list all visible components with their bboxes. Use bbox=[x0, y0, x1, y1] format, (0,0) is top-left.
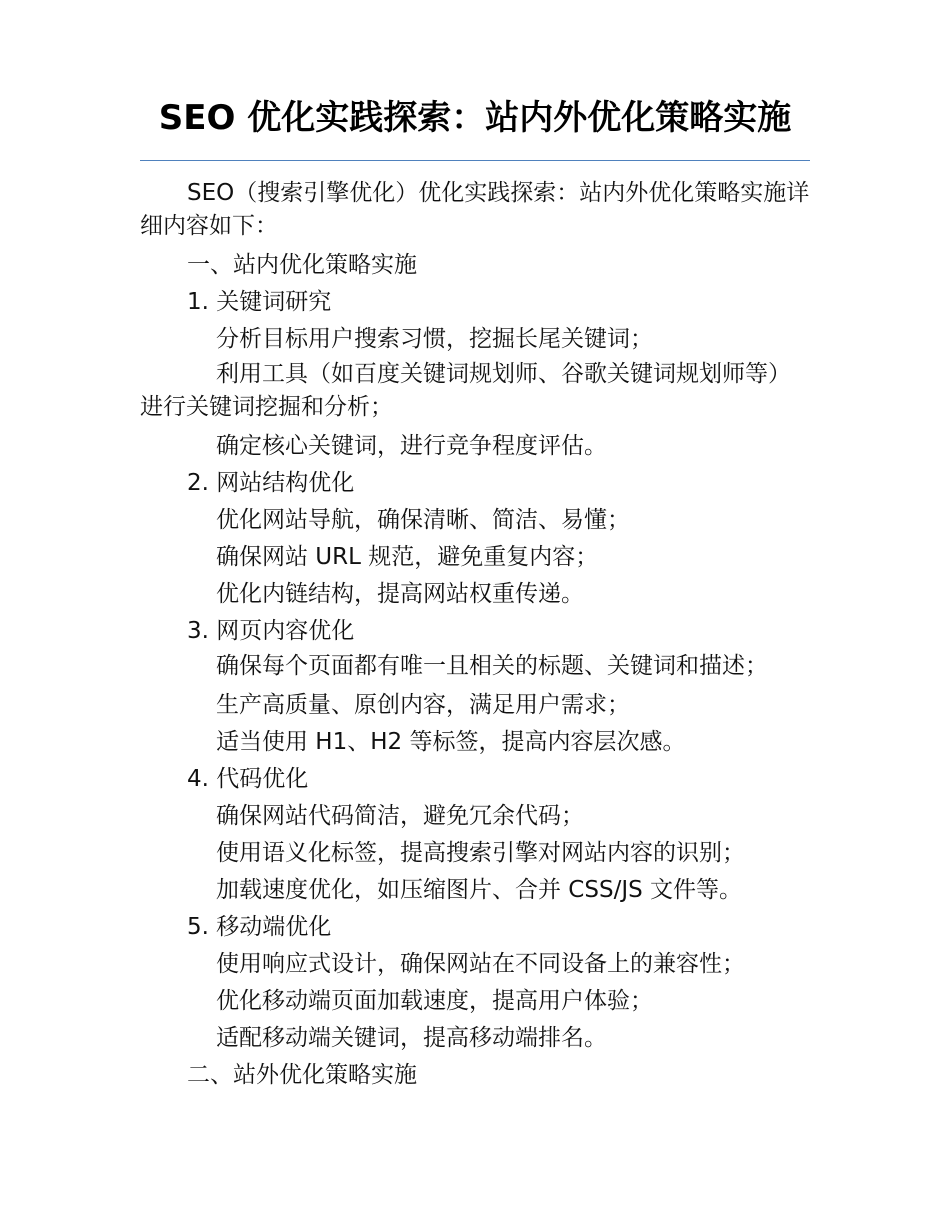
bullet-point: 利用工具（如百度关键词规划师、谷歌关键词规划师等）进行关键词挖掘和分析； bbox=[140, 361, 791, 420]
bullet-point: 生产高质量、原创内容，满足用户需求； bbox=[216, 692, 630, 718]
subsection-heading: 5. 移动端优化 bbox=[187, 914, 332, 940]
bullet-point: 适配移动端关键词，提高移动端排名。 bbox=[216, 1025, 607, 1051]
bullet-point: 分析目标用户搜索习惯，挖掘长尾关键词； bbox=[216, 326, 653, 352]
intro-paragraph: SEO（搜索引擎优化）优化实践探索：站内外优化策略实施详细内容如下： bbox=[140, 180, 810, 239]
section-heading: 一、站内优化策略实施 bbox=[187, 252, 417, 278]
bullet-point: 优化网站导航，确保清晰、简洁、易懂； bbox=[216, 507, 630, 533]
subsection-heading: 3. 网页内容优化 bbox=[187, 618, 355, 644]
document-body bbox=[140, 177, 810, 1094]
page-title: SEO 优化实践探索：站内外优化策略实施 bbox=[158, 98, 792, 138]
subsection-heading: 1. 关键词研究 bbox=[187, 289, 332, 315]
bullet-point: 加载速度优化，如压缩图片、合并 CSS/JS 文件等。 bbox=[216, 877, 743, 903]
bullet-point: 优化内链结构，提高网站权重传递。 bbox=[216, 581, 584, 607]
bullet-point: 使用语义化标签，提高搜索引擎对网站内容的识别； bbox=[216, 840, 745, 866]
bullet-point: 确保每个页面都有唯一且相关的标题、关键词和描述； bbox=[216, 653, 768, 679]
subsection-heading: 2. 网站结构优化 bbox=[187, 470, 355, 496]
subsection-heading: 4. 代码优化 bbox=[187, 766, 309, 792]
bullet-point: 确定核心关键词，进行竞争程度评估。 bbox=[216, 433, 607, 459]
bullet-point: 优化移动端页面加载速度，提高用户体验； bbox=[216, 988, 653, 1014]
bullet-point: 适当使用 H1、H2 等标签，提高内容层次感。 bbox=[216, 729, 686, 755]
section-heading: 二、站外优化策略实施 bbox=[187, 1062, 417, 1088]
bullet-point: 确保网站 URL 规范，避免重复内容； bbox=[216, 544, 599, 570]
bullet-point: 使用响应式设计，确保网站在不同设备上的兼容性； bbox=[216, 951, 745, 977]
title-underline bbox=[140, 160, 810, 161]
bullet-point: 确保网站代码简洁，避免冗余代码； bbox=[216, 803, 584, 829]
